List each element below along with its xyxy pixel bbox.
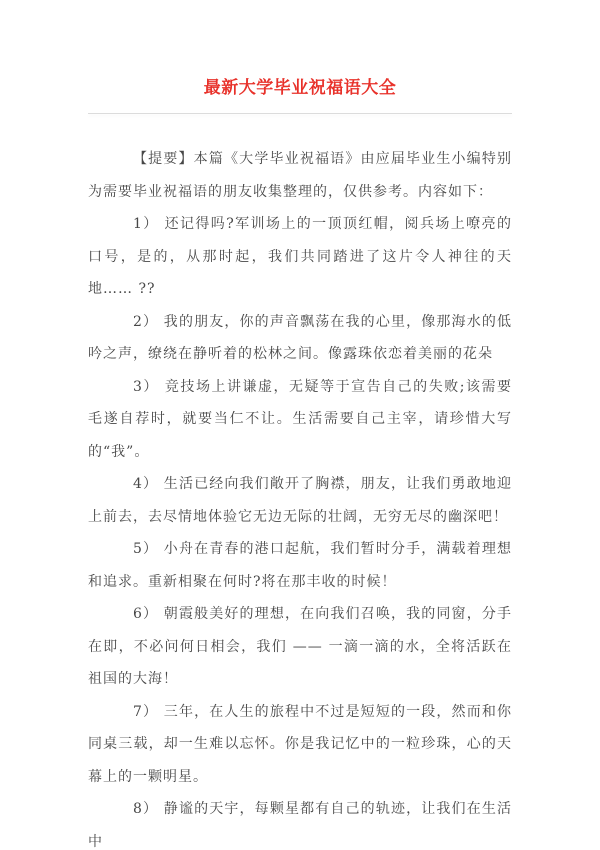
paragraph-1: 1） 还记得吗?军训场上的一顶顶红帽，阅兵场上嘹亮的口号，是的，从那时起，我们共同踏进了这片令人神往的天地…… ??	[88, 216, 512, 297]
page-title: 最新大学毕业祝福语大全	[203, 78, 397, 97]
paragraph-6: 6） 朝霞般美好的理想，在向我们召唤，我的同窗，分手在即，不必问何日相会，我们 —— 一滴一滴的水，全将活跃在祖国的大海！	[88, 606, 512, 687]
document-body	[88, 143, 512, 850]
paragraph-0: 【提要】本篇《大学毕业祝福语》由应届毕业生小编特别为需要毕业祝福语的朋友收集整理的，仅供参考。内容如下：	[88, 151, 512, 200]
paragraph-7: 7） 三年，在人生的旅程中不过是短短的一段，然而和你同桌三载，却一生难以忘怀。你是我记忆中的一粒珍珠，心的天幕上的一颗明星。	[88, 703, 512, 785]
paragraph-2: 2） 我的朋友，你的声音飘荡在我的心里，像那海水的低吟之声，缭绕在静听着的松林之间。像露珠依恋着美丽的花朵	[88, 313, 512, 362]
paragraph-3: 3） 竞技场上讲谦虚，无疑等于宣告自己的失败;该需要毛遂自荐时，就要当仁不让。生活需要自己主宰，请珍惜大写的“我”。	[88, 378, 512, 460]
paragraph-4: 4） 生活已经向我们敞开了胸襟，朋友，让我们勇敢地迎上前去，去尽情地体验它无边无际的壮阔，无穷无尽的幽深吧！	[88, 476, 512, 525]
title-divider	[88, 113, 512, 114]
paragraph-8: 8） 静谧的天宇，每颗星都有自己的轨迹，让我们在生活中	[88, 801, 512, 850]
paragraph-5: 5） 小舟在青春的港口起航，我们暂时分手，满载着理想和追求。重新相聚在何时?将在那丰收的时候！	[88, 541, 512, 590]
